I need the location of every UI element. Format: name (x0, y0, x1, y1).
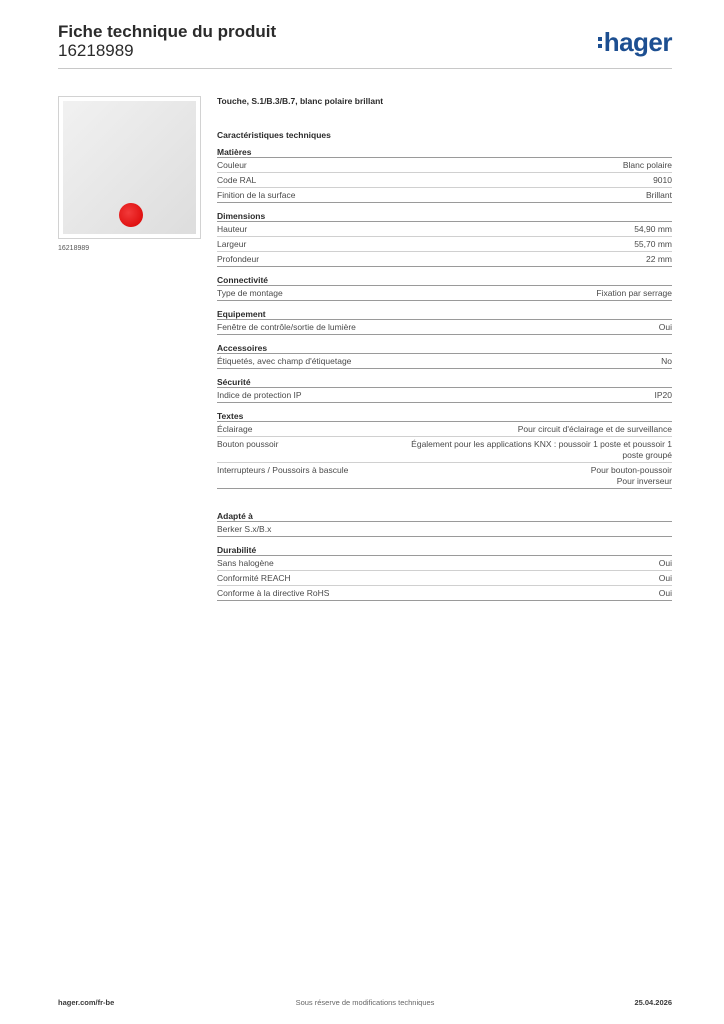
product-image (58, 96, 201, 239)
section-matieres (217, 146, 672, 203)
spec-label: Indice de protection IP (217, 390, 302, 400)
section-title: Equipement (217, 308, 672, 320)
spec-row (217, 237, 672, 252)
red-indicator-icon (119, 203, 143, 227)
spec-value-line: poste groupé (622, 450, 672, 460)
spec-content (217, 96, 672, 601)
spec-label: Type de montage (217, 288, 283, 298)
spec-label: Largeur (217, 239, 247, 249)
tech-heading: Caractéristiques techniques (217, 130, 331, 140)
spec-row (217, 173, 672, 188)
spec-value (591, 465, 672, 487)
spec-label: Hauteur (217, 224, 248, 234)
image-caption: 16218989 (58, 245, 90, 252)
section-durabilite (217, 544, 672, 601)
spec-value: IP20 (654, 390, 672, 400)
spec-row (217, 522, 672, 537)
spec-row (217, 556, 672, 571)
spec-label: Éclairage (217, 424, 253, 434)
spec-row (217, 422, 672, 437)
section-title: Connectivité (217, 274, 672, 286)
spec-label: Bouton poussoir (217, 439, 279, 449)
spec-value: 9010 (653, 175, 672, 185)
section-title: Accessoires (217, 342, 672, 354)
spec-value: Oui (658, 558, 672, 568)
spec-row (217, 158, 672, 173)
spec-row (217, 388, 672, 403)
spec-value (411, 439, 672, 461)
footer-website-link[interactable]: hager.com/fr-be (58, 998, 115, 1007)
spec-value: No (661, 356, 672, 366)
spec-value: Blanc polaire (622, 160, 672, 170)
footer-date: 25.04.2026 (634, 998, 672, 1007)
hager-logo (598, 28, 672, 56)
header-divider (58, 68, 672, 69)
spec-value: Pour circuit d'éclairage et de surveillance (517, 424, 672, 434)
spec-value-line: Pour inverseur (616, 476, 672, 486)
spec-value: 55,70 mm (634, 239, 672, 249)
spec-value: Oui (658, 322, 672, 332)
logo-dots-icon (598, 34, 602, 51)
spec-label: Étiquetés, avec champ d'étiquetage (217, 356, 352, 366)
spec-label: Interrupteurs / Poussoirs à bascule (217, 465, 349, 475)
section-spacer (217, 489, 672, 503)
spec-label: Sans halogène (217, 558, 274, 568)
spec-row (217, 252, 672, 267)
spec-row (217, 320, 672, 335)
section-securite (217, 376, 672, 403)
section-connectivite (217, 274, 672, 301)
document-number: 16218989 (58, 41, 134, 60)
section-title: Matières (217, 146, 672, 158)
spec-label: Code RAL (217, 175, 257, 185)
section-title: Dimensions (217, 210, 672, 222)
section-title: Sécurité (217, 376, 672, 388)
section-title: Durabilité (217, 544, 672, 556)
spec-row (217, 222, 672, 237)
section-title: Adapté à (217, 510, 672, 522)
spec-value-line: Pour bouton-poussoir (590, 465, 672, 475)
spec-row (217, 571, 672, 586)
section-textes (217, 410, 672, 489)
spec-value: 22 mm (646, 254, 672, 264)
page-header (58, 22, 672, 70)
spec-row (217, 463, 672, 489)
footer-disclaimer: Sous réserve de modifications techniques (295, 998, 435, 1007)
section-adapte (217, 510, 672, 537)
section-accessoires (217, 342, 672, 369)
spec-label: Conformité REACH (217, 573, 291, 583)
spec-label: Couleur (217, 160, 247, 170)
section-title: Textes (217, 410, 672, 422)
spec-value: 54,90 mm (634, 224, 672, 234)
product-name: Touche, S.1/B.3/B.7, blanc polaire brillant (217, 96, 384, 106)
section-equipement (217, 308, 672, 335)
spec-label: Fenêtre de contrôle/sortie de lumière (217, 322, 356, 332)
spec-row (217, 188, 672, 203)
spec-row (217, 586, 672, 601)
spec-label: Profondeur (217, 254, 260, 264)
spec-value: Brillant (646, 190, 672, 200)
spec-row (217, 354, 672, 369)
spec-value-line: Également pour les applications KNX : poussoir 1 poste et poussoir 1 (411, 439, 672, 449)
spec-label: Finition de la surface (217, 190, 296, 200)
spec-row (217, 286, 672, 301)
spec-label: Berker S.x/B.x (217, 524, 272, 534)
spec-value: Oui (658, 588, 672, 598)
switch-plate-image (63, 101, 196, 234)
spec-value: Fixation par serrage (596, 288, 672, 298)
section-dimensions (217, 210, 672, 267)
logo-text: hager (603, 27, 672, 57)
document-title: Fiche technique du produit (58, 22, 277, 41)
spec-row (217, 437, 672, 463)
spec-label: Conforme à la directive RoHS (217, 588, 330, 598)
spec-value: Oui (658, 573, 672, 583)
